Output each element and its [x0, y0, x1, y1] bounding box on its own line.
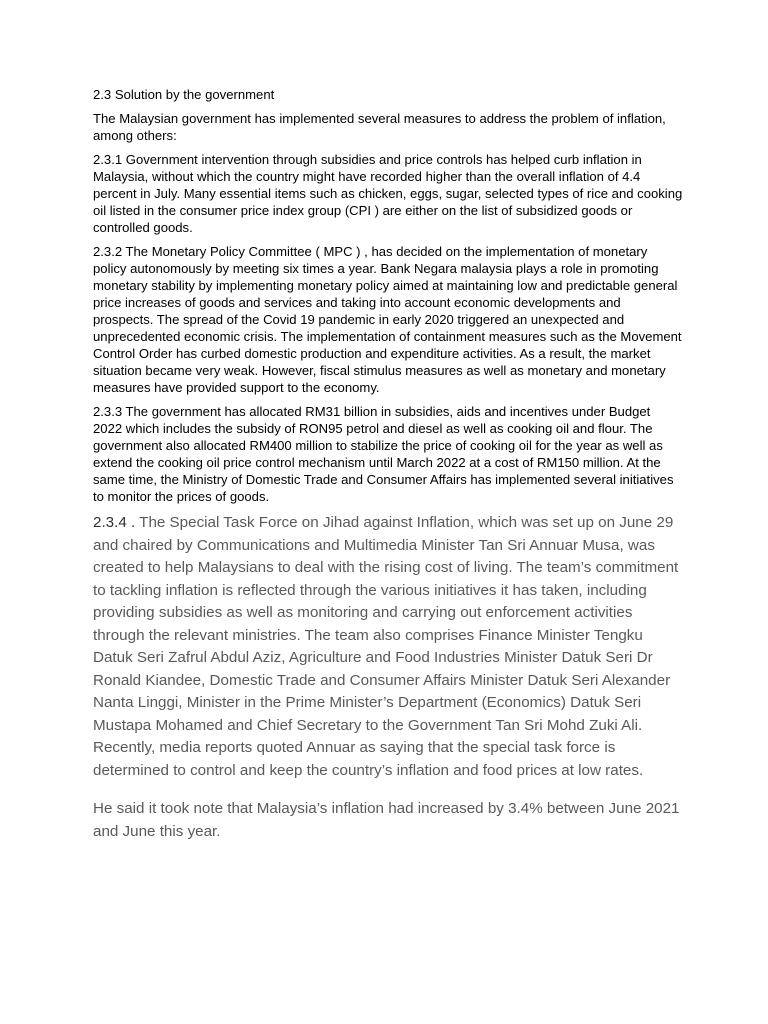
section-heading: 2.3 Solution by the government [93, 87, 275, 102]
intro-paragraph: The Malaysian government has implemented several measures to address the problem of inflation, among others: [93, 111, 666, 143]
paragraph-2-3-2: 2.3.2 The Monetary Policy Committee ( MPC ) , has decided on the implementation of monetary policy autonomously by meeting six times a year. Bank Negara malaysia plays a role in promoting monetary stability by implementing monetary policy aimed at maintaining low and predictable general price increases of goods and services and taking into account economic developments and prospects. The spread of the Covid 19 pandemic in early 2020 triggered an unexpected and unprecedented economic crisis. The implementation of containment measures such as the Movement Control Order has curbed domestic production and expenditure activities. As a result, the market situation became very weak. However, fiscal stimulus measures as well as monetary and monetary measures have provided support to the economy. [93, 244, 682, 395]
final-paragraph: He said it took note that Malaysia’s inflation had increased by 3.4% between June 2021 and June this year. [93, 800, 680, 840]
document-page [93, 86, 683, 859]
paragraph-2-3-4 [93, 512, 683, 782]
paragraph-2-3-4-number: 2.3.4 . [93, 514, 136, 531]
paragraph-2-3-1: 2.3.1 Government intervention through subsidies and price controls has helped curb inflation in Malaysia, without which the country might have recorded higher than the overall inflation of 4.4 percent in July. Many essential items such as chicken, eggs, sugar, selected types of rice and cooking oil listed in the consumer price index group (CPI ) are either on the list of subsidized goods or controlled goods. [93, 152, 683, 235]
paragraph-2-3-4-text: The Special Task Force on Jihad against Inflation, which was set up on June 29 and chaired by Communications and Multimedia Minister Tan Sri Annuar Musa, was created to help Malaysians to deal with the rising cost of living. The team’s commitment to tackling inflation is reflected through the various initiatives it has taken, including providing subsidies as well as monitoring and carrying out enforcement activities through the relevant ministries. The team also comprises Finance Minister Tengku Datuk Seri Zafrul Abdul Aziz, Agriculture and Food Industries Minister Datuk Seri Dr Ronald Kiandee, Domestic Trade and Consumer Affairs Minister Datuk Seri Alexander Nanta Linggi, Minister in the Prime Minister’s Department (Economics) Datuk Seri Mustapa Mohamed and Chief Secretary to the Government Tan Sri Mohd Zuki Ali. Recently, media reports quoted Annuar as saying that the special task force is determined to control and keep the country’s inflation and food prices at low rates. [93, 514, 679, 779]
paragraph-2-3-3: 2.3.3 The government has allocated RM31 billion in subsidies, aids and incentives under Budget 2022 which includes the subsidy of RON95 petrol and diesel as well as cooking oil and flour. The government also allocated RM400 million to stabilize the price of cooking oil for the year as well as extend the cooking oil price control mechanism until March 2022 at a cost of RM150 million. At the same time, the Ministry of Domestic Trade and Consumer Affairs has implemented several initiatives to monitor the prices of goods. [93, 404, 674, 504]
